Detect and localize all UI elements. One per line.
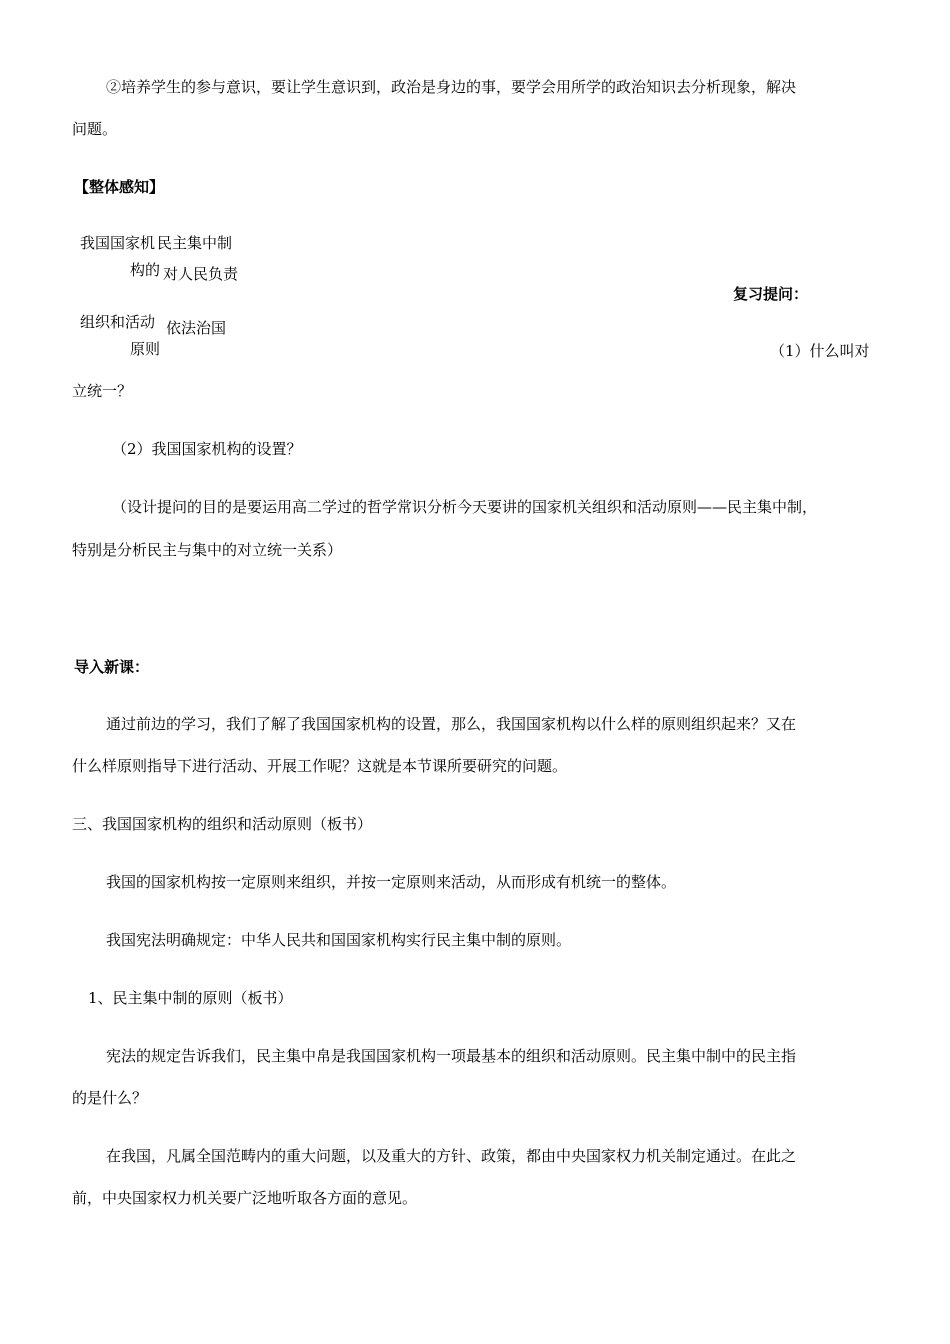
- section-3-title: 三、我国国家机构的组织和活动原则（板书）: [72, 815, 373, 833]
- diagram-item-responsible: 对人民负责: [163, 265, 239, 283]
- diagram-item-democratic-centralism: 民主集中制: [157, 234, 233, 252]
- diagram-left-top-a: 我国国家机: [80, 234, 156, 252]
- review-question-1-b: 立统一？: [72, 382, 133, 400]
- org-paragraph: 我国的国家机构按一定原则来组织，并按一定原则来活动，从而形成有机统一的整体。: [106, 873, 677, 891]
- review-heading: 复习提问：: [733, 285, 809, 303]
- review-question-2: （2）我国国家机构的设置？: [112, 440, 302, 458]
- diagram-item-rule-of-law: 依法治国: [166, 319, 227, 337]
- basic-principle-line-2: 的是什么？: [72, 1089, 148, 1107]
- goal-line-2: 问题。: [72, 120, 118, 138]
- review-note-line-1: （设计提问的目的是要运用高二学过的哲学常识分析今天要讲的国家机关组织和活动原则——民主集中制，: [112, 498, 818, 516]
- diagram-left-bottom-a: 组织和活动: [80, 313, 156, 331]
- intro-line-1: 通过前边的学习，我们了解了我国国家机构的设置，那么，我国国家机构以什么样的原则组织起来？又在: [106, 715, 797, 733]
- major-issues-line-1: 在我国，凡属全国范畴内的重大问题，以及重大的方针、政策，都由中央国家权力机关制定通过。在此之: [106, 1147, 797, 1165]
- basic-principle-line-1: 宪法的规定告诉我们，民主集中帛是我国国家机构一项最基本的组织和活动原则。民主集中制中的民主指: [106, 1047, 797, 1065]
- intro-line-2: 什么样原则指导下进行活动、开展工作呢？这就是本节课所要研究的问题。: [72, 757, 568, 775]
- diagram-left-bottom-b: 原则: [130, 340, 161, 358]
- review-question-1-a: （1）什么叫对: [770, 342, 870, 360]
- major-issues-line-2: 前，中央国家权力机关要广泛地听取各方面的意见。: [72, 1189, 418, 1207]
- constitution-paragraph: 我国宪法明确规定：中华人民共和国国家机构实行民主集中制的原则。: [106, 931, 572, 949]
- overview-heading: 【整体感知】: [74, 178, 165, 196]
- goal-line-1: ②培养学生的参与意识，要让学生意识到，政治是身边的事，要学会用所学的政治知识去分析现象，解决: [106, 78, 797, 96]
- diagram-left-top-b: 构的: [130, 261, 161, 279]
- intro-heading: 导入新课：: [74, 658, 150, 676]
- review-note-line-2: 特别是分析民主与集中的对立统一关系）: [72, 541, 343, 559]
- subsection-1-title: 1、民主集中制的原则（板书）: [88, 989, 293, 1007]
